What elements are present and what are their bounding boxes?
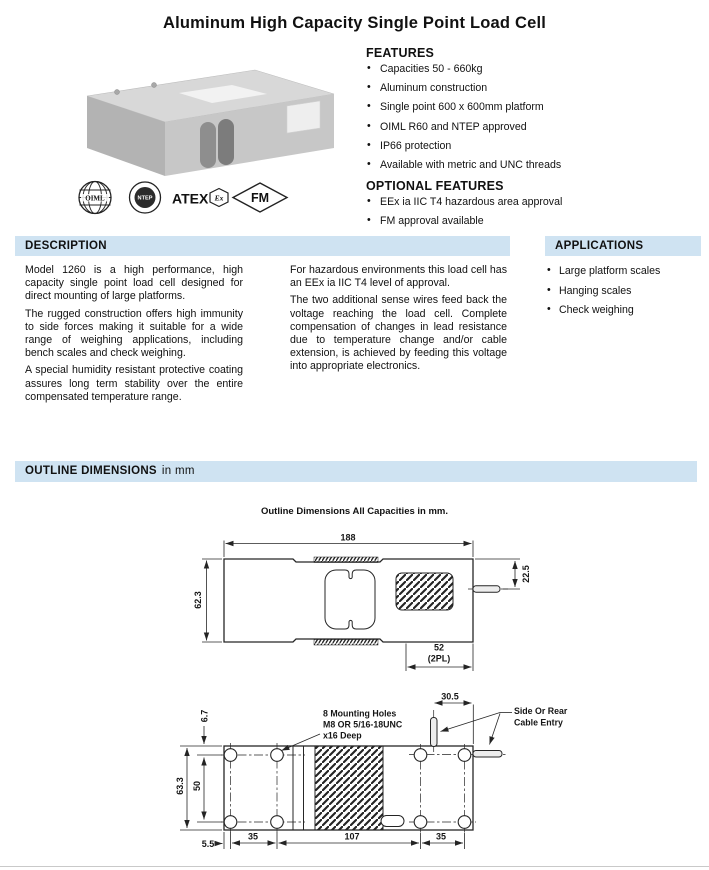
dim-pitch-center: 107: [344, 831, 360, 842]
features-list: [366, 64, 704, 172]
dim-pitch-right: 35: [435, 831, 447, 842]
photo-cutout-lobe: [218, 119, 234, 165]
dim-rear-cable-offset: 30.5: [441, 691, 459, 702]
center-hatch-area: [315, 746, 383, 830]
mounting-hole: [414, 816, 427, 829]
plan-view: [175, 692, 568, 850]
mounting-holes-note: [282, 709, 403, 751]
ex-logo-text: Ex: [214, 193, 224, 203]
outline-drawing: [0, 520, 709, 870]
description-paragraph: Model 1260 is a high performance, high capacity single point load cell designed for direct mounting of large platforms.: [25, 264, 243, 303]
optional-feature-item: • EEx ia IIC T4 hazardous area approval: [366, 197, 704, 209]
ntep-logo-text: NTEP: [137, 195, 153, 202]
dim-side-height: 62.3: [193, 591, 203, 609]
cable-entry-line1: Side Or Rear: [514, 706, 568, 716]
mounting-hole: [224, 749, 237, 762]
mounting-hole: [224, 816, 237, 829]
rear-cable: [431, 718, 438, 747]
feature-item: • Capacities 50 - 660kg: [366, 64, 704, 76]
oiml-logo: [79, 182, 111, 214]
applications-section-header: APPLICATIONS: [545, 236, 701, 256]
mounting-hole: [271, 816, 284, 829]
optional-features-list: [366, 197, 704, 228]
description-paragraph: The two additional sense wires feed back the voltage reaching the load cell. Complete compensation of changes in lead resistance due to temperature change and/or cable extension, is achieved by feeding this voltage into appropriate electronics.: [290, 294, 507, 373]
mounting-hole: [458, 816, 471, 829]
side-cable: [473, 751, 502, 758]
mounting-hole: [458, 749, 471, 762]
dim-pocket-length: 52: [433, 642, 445, 653]
fm-logo-text: FM: [250, 191, 270, 205]
page-bottom-rule: [0, 866, 709, 867]
photo-label: [287, 101, 320, 133]
ntep-logo: [130, 182, 161, 213]
cable-entry-note: [441, 706, 568, 745]
atex-logo-text: ATEX: [172, 190, 209, 207]
photo-screw: [152, 83, 157, 88]
outline-heading: OUTLINE DIMENSIONS: [25, 465, 157, 477]
photo-cutout-lobe: [200, 122, 216, 168]
applications-list: [547, 266, 702, 325]
feature-item: • Available with metric and UNC threads: [366, 160, 704, 172]
dim-cable-offset: 22.5: [521, 565, 531, 583]
features-heading: FEATURES: [366, 46, 435, 60]
features-section: [366, 46, 704, 236]
photo-screw: [115, 90, 120, 95]
feature-item: • Aluminum construction: [366, 83, 704, 95]
mounting-note-line1: 8 Mounting Holes: [323, 708, 397, 719]
oiml-logo-text: OIML: [85, 194, 105, 203]
dim-hole-span: 50: [192, 780, 202, 792]
mounting-hole: [271, 749, 284, 762]
optional-feature-item: • FM approval available: [366, 216, 704, 228]
description-paragraph: A special humidity resistant protective coating assures long term stability over the entire compensated temperature range.: [25, 364, 243, 403]
description-column-1: [25, 264, 243, 408]
feature-item: • OIML R60 and NTEP approved: [366, 122, 704, 134]
outline-dimensions-section-header: [15, 461, 697, 482]
side-cable: [473, 586, 500, 592]
dim-pocket-note: (2PL): [427, 653, 451, 664]
application-item: • Hanging scales: [547, 286, 702, 298]
atex-logo: [172, 189, 228, 207]
description-paragraph: The rugged construction offers high immunity to side forces making it suitable for a wide range of weighing applications, including bench scales and check weighing.: [25, 307, 243, 360]
product-photo: [62, 56, 362, 178]
feature-item: • Single point 600 x 600mm platform: [366, 102, 704, 114]
description-section-header: DESCRIPTION: [15, 236, 510, 256]
top-edge-seal-strip: [314, 557, 378, 563]
application-item: • Large platform scales: [547, 266, 702, 278]
side-view: [193, 533, 531, 672]
fm-logo: [233, 183, 287, 212]
optional-features-heading: OPTIONAL FEATURES: [366, 179, 504, 194]
bottom-edge-seal-strip: [314, 640, 378, 646]
mounting-hole: [414, 749, 427, 762]
page-title: Aluminum High Capacity Single Point Load Cell: [162, 14, 547, 33]
dim-edge-margin: 5.5: [201, 839, 215, 849]
cable-slot: [381, 816, 404, 827]
mounting-note-line2: M8 OR 5/16-18UNC: [323, 719, 403, 730]
dim-hole-edge-offset: 6.7: [199, 709, 210, 723]
certification-logos: [70, 180, 300, 220]
feature-item: • IP66 protection: [366, 141, 704, 153]
description-paragraph: For hazardous environments this load cell has an EEx ia IIC T4 level of approval.: [290, 264, 507, 290]
mounting-note-line3: x16 Deep: [323, 730, 362, 741]
description-column-2: [290, 264, 507, 378]
dim-pitch-left: 35: [247, 831, 259, 842]
drawing-caption: Outline Dimensions All Capacities in mm.: [260, 506, 449, 517]
application-item: • Check weighing: [547, 305, 702, 317]
outline-unit: in mm: [161, 465, 195, 477]
sealed-pocket-hatch: [396, 573, 453, 610]
dim-overall-length: 188: [340, 532, 356, 543]
dim-overall-width: 63.3: [175, 777, 185, 795]
cable-entry-line2: Cable Entry: [514, 717, 563, 728]
